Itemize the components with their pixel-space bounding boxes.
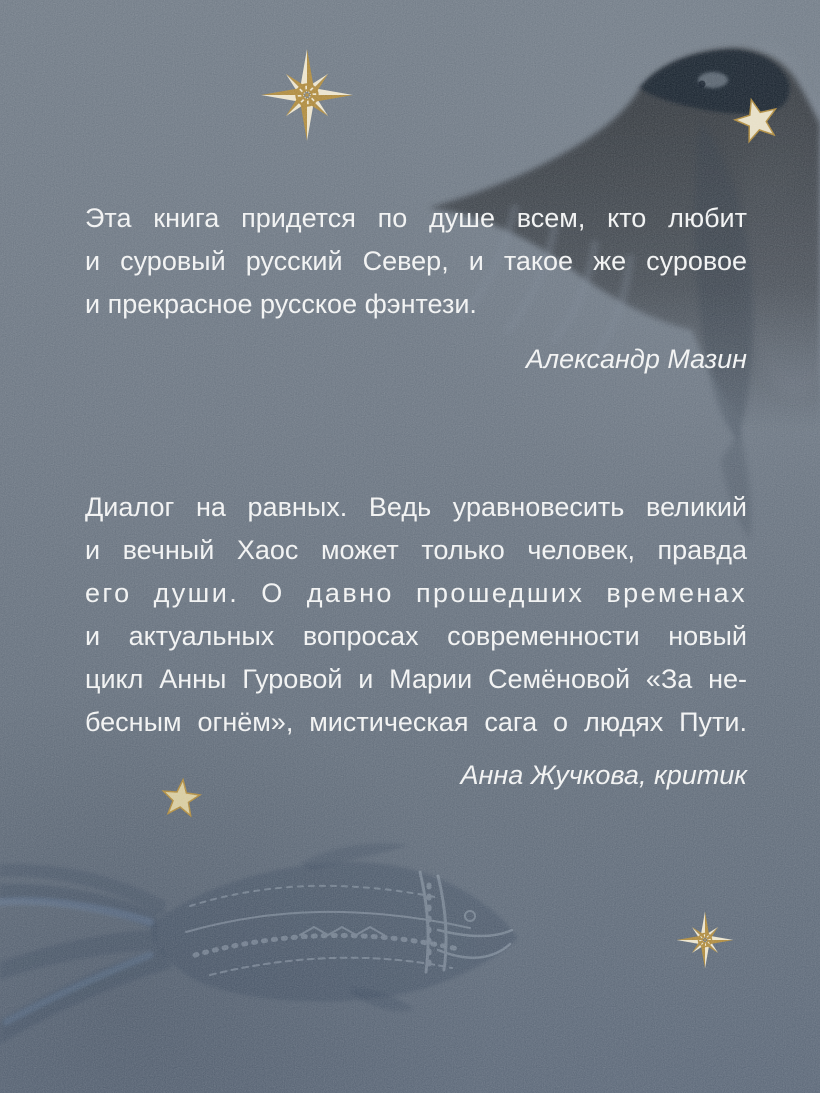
quote-block-1 [85, 197, 747, 377]
quote-2-line-1: Диалог на равных. Ведь уравновесить великий [85, 492, 747, 522]
quote-1-line-1: Эта книга придется по душе всем, кто любит [85, 203, 747, 233]
quote-2-line-4: и актуальных вопросах современности новый [85, 621, 747, 651]
quote-2-line-5: цикл Анны Гуровой и Марии Семёновой «За не- [85, 664, 747, 694]
quote-1-line-2: и суровый русский Север, и такое же суровое [85, 246, 747, 276]
quote-block-2 [85, 486, 747, 793]
quote-1-line-3: и прекрасное русское фэнтези. [85, 289, 477, 319]
quote-2-attribution: Анна Жучкова, критик [460, 760, 747, 790]
quote-2-line-6: бесным огнём», мистическая сага о людях Пути. [85, 707, 747, 737]
quote-1-attribution: Александр Мазин [525, 344, 747, 374]
quote-2-line-3: его души. О давно прошедших временах [85, 578, 747, 608]
quote-2-line-2: и вечный Хаос может только человек, правда [85, 535, 747, 565]
